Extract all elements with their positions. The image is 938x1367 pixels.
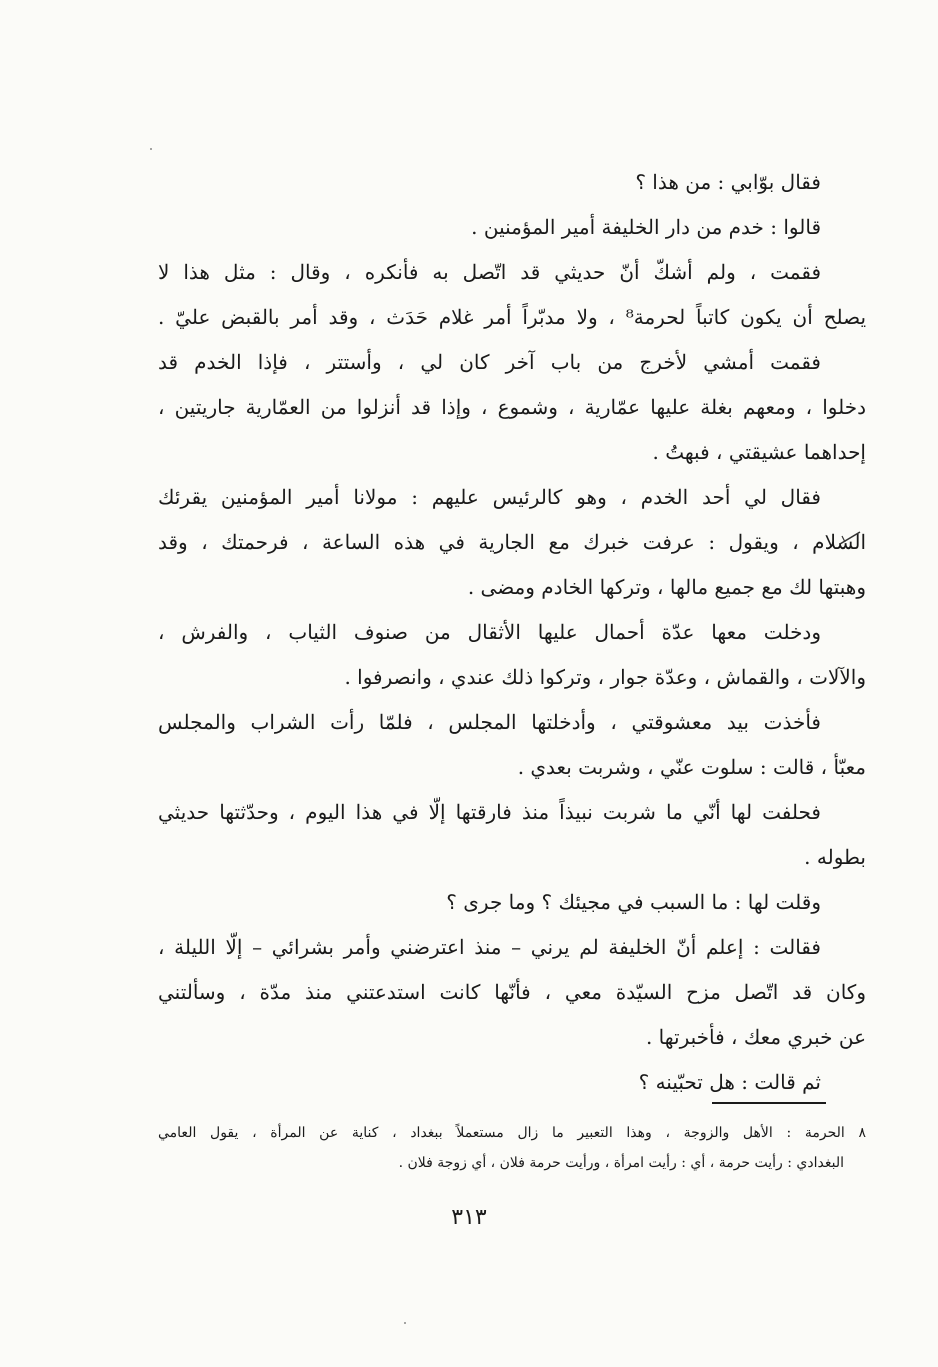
text-line: ثم قالت : هل تحبّينه ؟ xyxy=(638,1070,821,1094)
footnote-line: ٨ الحرمة : الأهل والزوجة ، وهذا التعبير ما زال مستعملاً ببغداد ، كناية عن المرأة ، يقول العامي xyxy=(158,1125,866,1141)
text-line: بطوله . xyxy=(804,845,866,869)
text-line: وقلت لها : ما السبب في مجيئك ؟ وما جرى ؟ xyxy=(446,890,821,914)
text-line: يصلح أن يكون كاتباً لحرمة⁸ ، ولا مدبّراً أمر غلام حَدَث ، وقد أمر بالقبض عليّ . xyxy=(158,305,866,329)
page-number: ٣١٣ xyxy=(451,1205,487,1230)
footnote-divider xyxy=(712,1102,826,1104)
text-line: فقال لي أحد الخدم ، وهو كالرئيس عليهم : مولانا أمير المؤمنين يقرئك xyxy=(158,485,821,509)
margin-pencil-mark xyxy=(838,528,864,548)
text-line: معبّأ ، قالت : سلوت عنّي ، وشربت بعدي . xyxy=(517,755,866,779)
main-text xyxy=(158,160,866,1105)
text-line: السلام ، ويقول : عرفت خبرك مع الجارية في هذه الساعة ، فرحمتك ، وقد xyxy=(158,530,866,554)
text-line: وكان قد اتّصل مزح السيّدة معي ، فأنّها كانت استدعتني منذ مدّة ، وسألتني xyxy=(158,980,866,1004)
text-line: فقالت : إعلم أنّ الخليفة لم يرني – منذ اعترضني وأمر بشرائي – إلّا الليلة ، xyxy=(158,935,821,959)
text-line: فقمت أمشي لأخرج من باب آخر كان لي ، وأستتر ، فإذا الخدم قد xyxy=(158,350,821,374)
text-line: عن خبري معك ، فأخبرتها . xyxy=(645,1025,866,1049)
paper-speck xyxy=(150,148,152,150)
text-line: فقال بوّابي : من هذا ؟ xyxy=(635,170,821,194)
paper-speck xyxy=(404,1322,406,1324)
text-line: دخلوا ، ومعهم بغلة عليها عمّارية ، وشموع ، وإذا قد أنزلوا من العمّارية جاريتين ، xyxy=(158,395,866,419)
text-line: والآلات ، والقماش ، وعدّة جوار ، وتركوا ذلك عندي ، وانصرفوا . xyxy=(344,665,866,689)
footnotes xyxy=(158,1118,866,1178)
text-line: فحلفت لها أنّي ما شربت نبيذاً منذ فارقتها إلّا في هذا اليوم ، وحدّثتها حديثي xyxy=(158,800,821,824)
footnote-line: البغدادي : رأيت حرمة ، أي : رأيت امرأة ، ورأيت حرمة فلان ، أي زوجة فلان . xyxy=(398,1155,844,1171)
text-line: فقمت ، ولم أشكّ أنّ حديثي قد اتّصل به فأنكره ، وقال : مثل هذا لا xyxy=(158,260,821,284)
text-line: ودخلت معها عدّة أحمال عليها الأثقال من صنوف الثياب ، والفرش ، xyxy=(158,620,821,644)
text-line: فأخذت بيد معشوقتي ، وأدخلتها المجلس ، فلمّا رأت الشراب والمجلس xyxy=(158,710,821,734)
text-line: وهبتها لك مع جميع مالها ، وتركها الخادم ومضى . xyxy=(467,575,866,599)
text-line: إحداهما عشيقتي ، فبهتُ . xyxy=(652,440,866,464)
text-line: قالوا : خدم من دار الخليفة أمير المؤمنين . xyxy=(471,215,821,239)
